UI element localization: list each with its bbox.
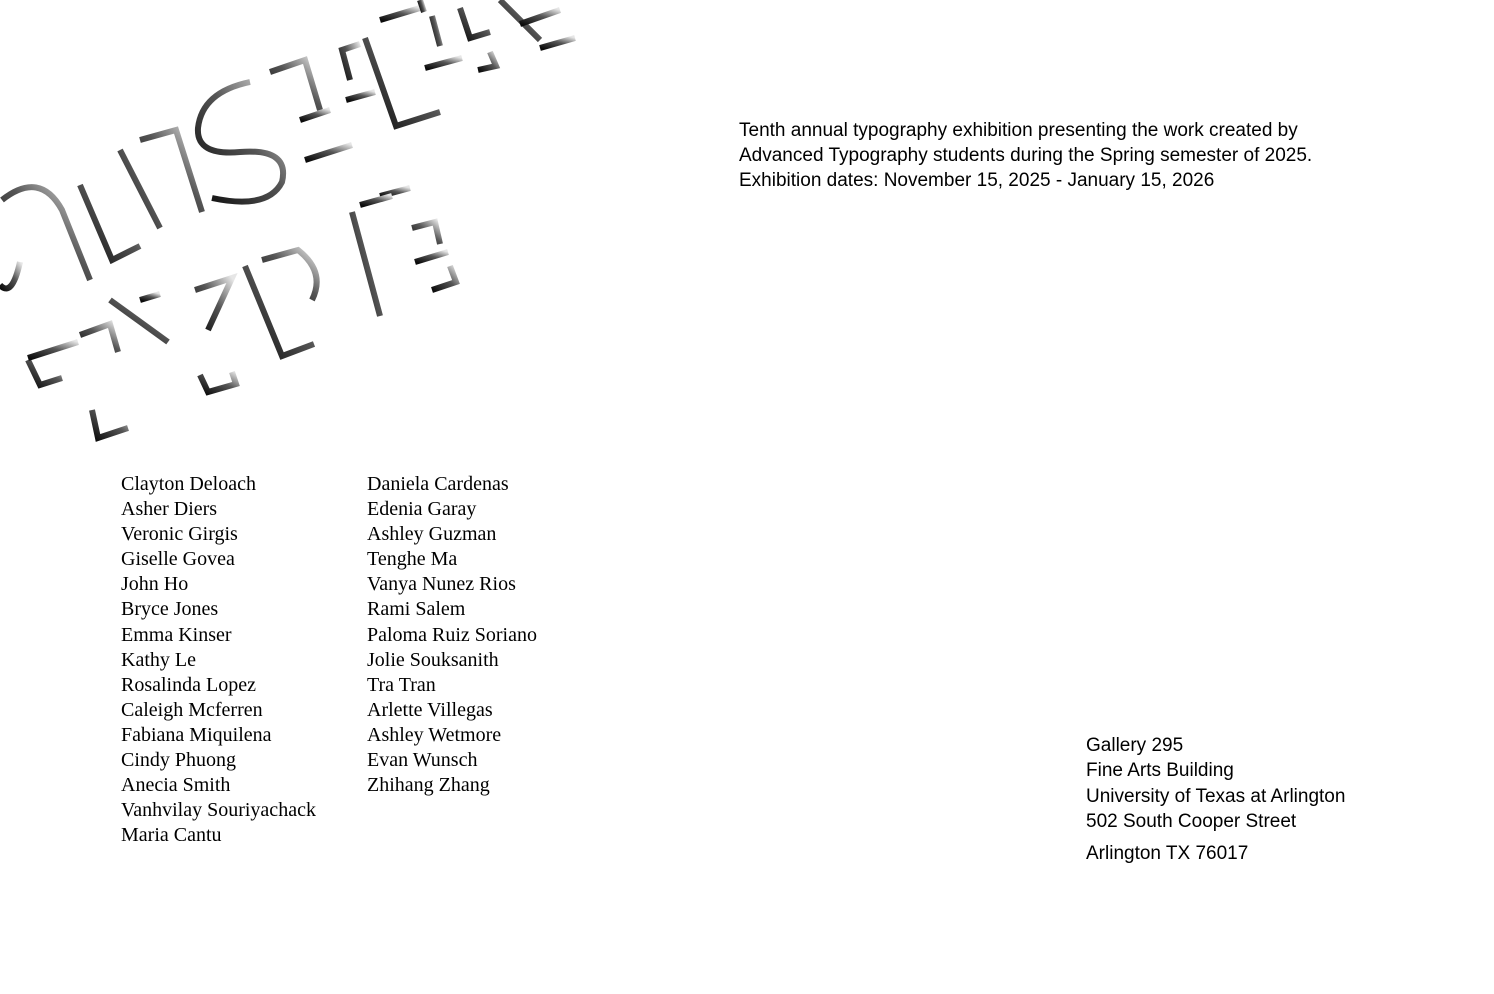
artist-name: Vanya Nunez Rios xyxy=(367,573,516,596)
artist-name: Ashley Wetmore xyxy=(367,723,502,746)
artist-name: Zhihang Zhang xyxy=(367,774,490,797)
gallery-name: Gallery 295 xyxy=(1086,735,1184,756)
exhibition-description xyxy=(739,118,1439,193)
building-name: Fine Arts Building xyxy=(1086,760,1234,782)
artist-name: Ashley Guzman xyxy=(367,523,497,546)
artist-name: Jolie Souksanith xyxy=(367,648,499,671)
artist-name: Clayton Deloach xyxy=(121,473,256,495)
university-name: University of Texas at Arlington xyxy=(1086,785,1346,807)
artist-name: Fabiana Miquilena xyxy=(121,723,272,746)
artist-name: Asher Diers xyxy=(121,498,218,521)
artist-name: Tenghe Ma xyxy=(367,548,458,571)
artist-name: Vanhvilay Souriyachack xyxy=(121,799,316,822)
street-address: 502 South Cooper Street xyxy=(1086,810,1297,832)
artist-name: Rosalinda Lopez xyxy=(121,673,256,696)
typography-artwork xyxy=(0,0,600,460)
artist-list-column-2 xyxy=(367,472,537,798)
city-state-zip: Arlington TX 76017 xyxy=(1086,843,1249,865)
artist-name: Rami Salem xyxy=(367,598,466,621)
artist-name: Cindy Phuong xyxy=(121,749,237,772)
artist-name: Anecia Smith xyxy=(121,774,231,797)
artist-name: Arlette Villegas xyxy=(367,698,493,721)
artist-name: Emma Kinser xyxy=(121,623,232,646)
artist-list-column-1 xyxy=(121,472,316,848)
artist-name: John Ho xyxy=(121,573,189,596)
artist-name: Edenia Garay xyxy=(367,498,477,521)
artist-name: Giselle Govea xyxy=(121,548,235,571)
artist-name: Veronic Girgis xyxy=(121,523,238,546)
artist-name: Tra Tran xyxy=(367,673,436,696)
artist-name: Evan Wunsch xyxy=(367,749,478,772)
exhibition-dates: Exhibition dates: November 15, 2025 - January 15, 2026 xyxy=(739,170,1215,191)
description-line: Advanced Typography students during the Spring semester of 2025. xyxy=(739,145,1313,166)
artist-name: Paloma Ruiz Soriano xyxy=(367,623,537,646)
description-line: Tenth annual typography exhibition presenting the work created by xyxy=(739,120,1298,141)
artist-name: Caleigh Mcferren xyxy=(121,698,263,721)
artist-name: Maria Cantu xyxy=(121,824,222,847)
artist-name: Bryce Jones xyxy=(121,598,219,621)
artist-name: Daniela Cardenas xyxy=(367,473,509,495)
artist-name: Kathy Le xyxy=(121,648,196,671)
venue-address xyxy=(1086,733,1345,866)
